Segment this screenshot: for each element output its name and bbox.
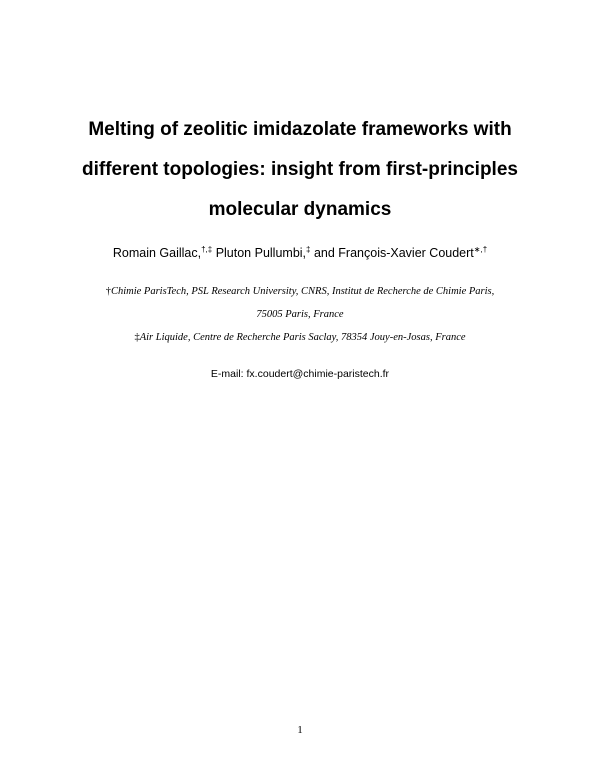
author-coudert: François-Xavier Coudert <box>338 246 474 260</box>
contact-email <box>0 367 600 381</box>
affiliation-1-mark: † <box>105 286 111 297</box>
author-coudert-affiliation-marks: ∗,† <box>473 245 488 254</box>
title-line-3: molecular dynamics <box>208 199 392 220</box>
title-line-1: Melting of zeolitic imidazolate frameworks with <box>88 119 512 140</box>
email-address: fx.coudert@chimie-paristech.fr <box>246 368 390 380</box>
affiliation-1-continued: 75005 Paris, France <box>256 309 344 320</box>
author-gaillac: Romain Gaillac, <box>112 246 202 260</box>
email-label: E-mail: <box>210 368 247 380</box>
author-pullumbi: Pluton Pullumbi, <box>212 246 307 260</box>
affiliation-2-text: Air Liquide, Centre de Recherche Paris Saclay, 78354 Jouy-en-Josas, France <box>139 332 466 343</box>
author-list <box>0 244 600 262</box>
author-connector: and <box>310 246 339 260</box>
author-gaillac-affiliation-marks: †,‡ <box>201 245 213 254</box>
affiliation-1-text: Chimie ParisTech, PSL Research University, CNRS, Institut de Recherche de Chimie Paris, <box>110 286 495 297</box>
title-line-2: different topologies: insight from first-principles <box>82 159 518 180</box>
page-number: 1 <box>297 724 303 736</box>
affiliation-1 <box>0 285 600 299</box>
author-pullumbi-affiliation-marks: ‡ <box>306 245 311 254</box>
affiliation-2 <box>0 331 600 345</box>
affiliation-2-mark: ‡ <box>134 332 140 343</box>
